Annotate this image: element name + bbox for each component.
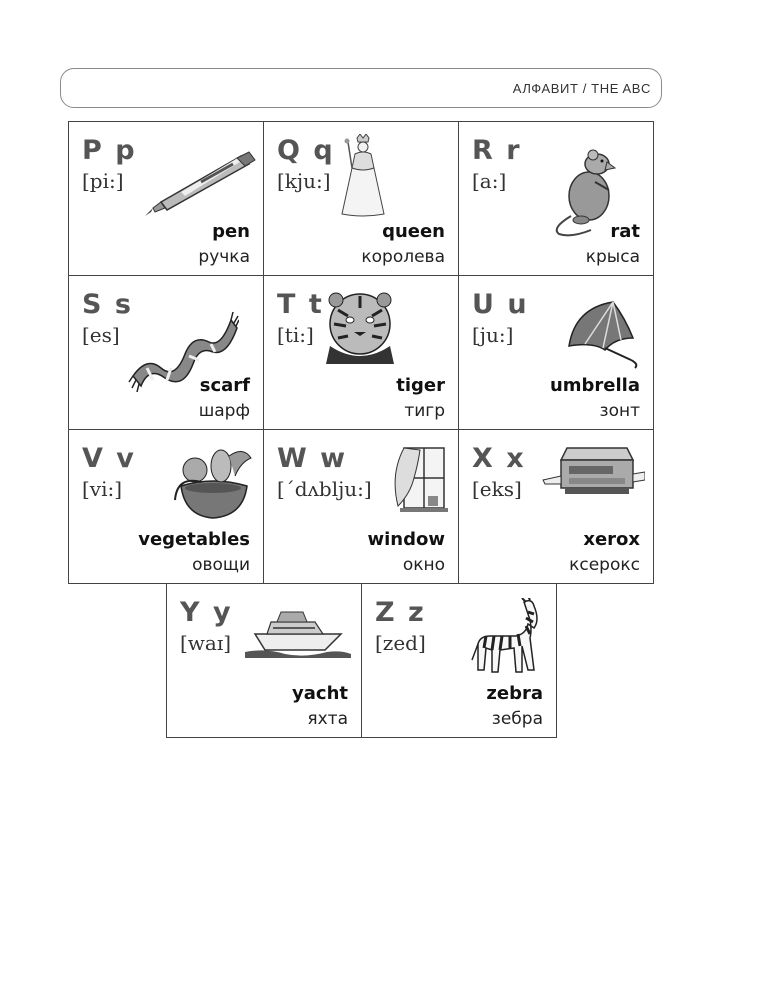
grid-row — [166, 584, 656, 738]
letter-card-w — [263, 429, 459, 584]
pen-icon — [141, 150, 256, 220]
card-phonetic: [pi:] — [82, 169, 124, 193]
card-letters: Z z — [375, 597, 426, 628]
card-word-en: pen — [212, 221, 250, 242]
card-phonetic: [vi:] — [82, 477, 123, 501]
card-letters: Q q — [277, 135, 335, 166]
letter-card-t — [263, 275, 459, 430]
card-word-en: zebra — [486, 683, 543, 704]
card-phonetic: [eks] — [472, 477, 522, 501]
letter-card-p — [68, 121, 264, 276]
card-word-en: tiger — [396, 375, 445, 396]
letter-card-v — [68, 429, 264, 584]
card-word-en: queen — [382, 221, 445, 242]
card-word-ru: яхта — [307, 709, 348, 729]
card-word-en: vegetables — [138, 529, 250, 550]
card-word-en: xerox — [583, 529, 640, 550]
letter-card-y — [166, 583, 362, 738]
yacht-icon — [245, 604, 351, 658]
card-letters: U u — [472, 289, 529, 320]
card-phonetic: [ju:] — [472, 323, 514, 347]
card-word-ru: ксерокс — [569, 555, 640, 575]
card-word-ru: тигр — [404, 401, 445, 421]
card-letters: S s — [82, 289, 133, 320]
letter-card-r — [458, 121, 654, 276]
letter-card-s — [68, 275, 264, 430]
card-word-ru: зонт — [599, 401, 640, 421]
card-word-ru: крыса — [585, 247, 640, 267]
card-word-en: rat — [610, 221, 640, 242]
card-phonetic: [a:] — [472, 169, 507, 193]
letter-card-x — [458, 429, 654, 584]
card-word-ru: ручка — [198, 247, 250, 267]
grid-row — [68, 122, 656, 276]
letter-card-u — [458, 275, 654, 430]
grid-row — [68, 276, 656, 430]
card-letters: Y y — [180, 597, 233, 628]
card-word-en: yacht — [292, 683, 348, 704]
card-word-en: scarf — [199, 375, 250, 396]
queen-icon — [338, 134, 388, 218]
card-letters: P p — [82, 135, 137, 166]
card-phonetic: [ˊdʌblju:] — [277, 477, 372, 501]
alphabet-grid — [68, 122, 656, 738]
header-title: АЛФАВИТ / THE ABC — [512, 81, 651, 96]
card-word-ru: окно — [402, 555, 445, 575]
card-phonetic: [es] — [82, 323, 120, 347]
grid-row — [68, 430, 656, 584]
tiger-icon — [324, 290, 396, 366]
card-letters: V v — [82, 443, 136, 474]
page-header — [60, 68, 662, 108]
card-letters: R r — [472, 135, 522, 166]
card-letters: T t — [277, 289, 324, 320]
umbrella-icon — [565, 298, 645, 370]
card-letters: W w — [277, 443, 348, 474]
card-word-en: umbrella — [549, 375, 640, 396]
card-word-ru: королева — [361, 247, 445, 267]
card-phonetic: [ti:] — [277, 323, 314, 347]
card-word-ru: шарф — [198, 401, 250, 421]
zebra-icon — [470, 598, 546, 678]
xerox-icon — [541, 444, 645, 498]
card-word-ru: овощи — [192, 555, 250, 575]
vegetables-icon — [173, 446, 255, 522]
letter-card-z — [361, 583, 557, 738]
card-word-ru: зебра — [491, 709, 543, 729]
card-phonetic: [waɪ] — [180, 631, 232, 655]
card-phonetic: [zed] — [375, 631, 426, 655]
card-letters: X x — [472, 443, 526, 474]
letter-card-q — [263, 121, 459, 276]
card-word-en: window — [367, 529, 445, 550]
card-phonetic: [kju:] — [277, 169, 331, 193]
window-icon — [390, 444, 448, 514]
